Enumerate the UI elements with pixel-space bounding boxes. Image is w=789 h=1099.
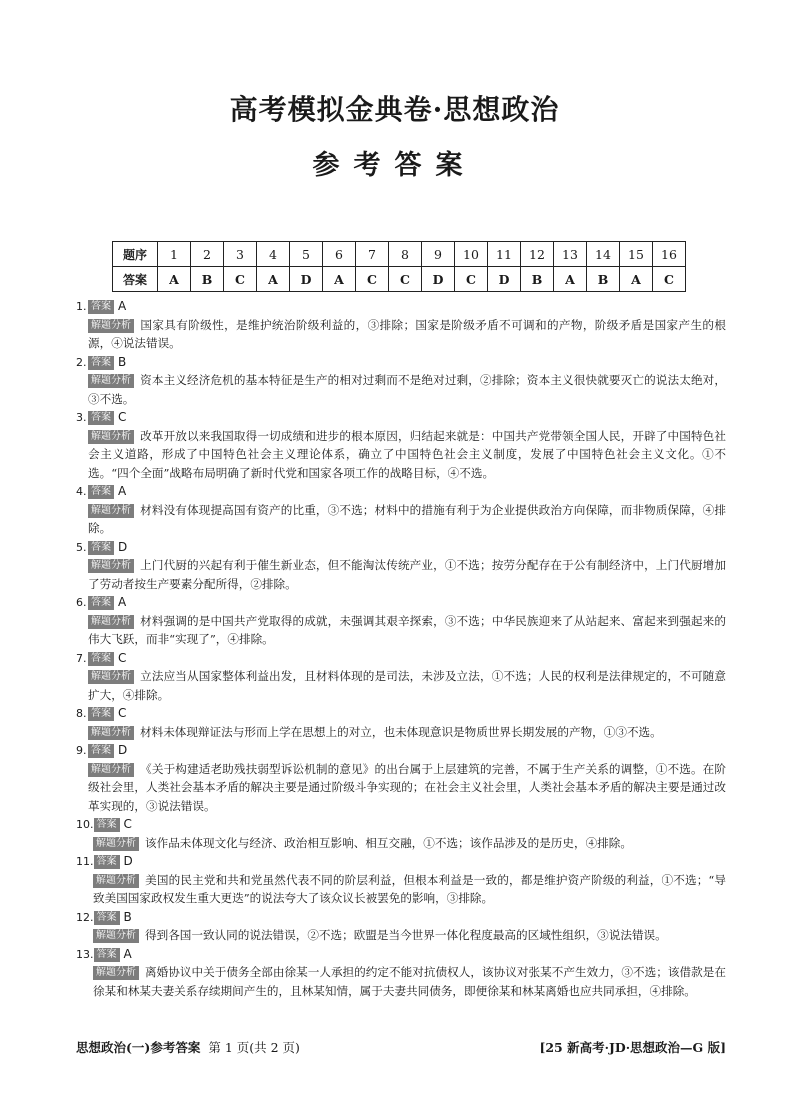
answer-line <box>76 353 726 372</box>
answer-letter: C <box>118 650 127 665</box>
question-number-cell: 16 <box>653 242 686 267</box>
item-number: 2. <box>76 355 87 369</box>
analysis-tag: 解题分析 <box>88 430 134 444</box>
analysis-text: 立法应当从国家整体利益出发，且材料体现的是司法，未涉及立法，①不选；人民的权利是法律规定的，不可随意扩大，④排除。 <box>88 669 726 702</box>
analysis-text: 得到各国一致认同的说法错误，②不选；欧盟是当今世界一体化程度最高的区域性组织，③说法错误。 <box>145 928 667 942</box>
analysis-text: 该作品未体现文化与经济、政治相互影响、相互交融，①不选；该作品涉及的是历史，④排除。 <box>145 835 632 850</box>
answer-table-number-row <box>113 242 686 267</box>
analysis-text: 上门代厨的兴起有利于催生新业态，但不能淘汰传统产业，①不选；按劳分配存在于公有制经济中，上门代厨增加了劳动者按生产要素分配所得，②排除。 <box>88 558 726 591</box>
answer-item <box>76 704 726 741</box>
analysis-text: 资本主义经济危机的基本特征是生产的相对过剩而不是绝对过剩，②排除；资本主义很快就要灭亡的说法太绝对，③不选。 <box>88 373 726 406</box>
answer-line <box>76 538 726 557</box>
question-number-cell: 1 <box>158 242 191 267</box>
item-number: 11. <box>76 855 94 868</box>
analysis-paragraph <box>76 723 726 742</box>
answer-line <box>76 482 726 501</box>
analysis-text: 美国的民主党和共和党虽然代表不同的阶层利益，但根本利益是一致的，都是维护资产阶级的利益，①不选；“导致美国国家政权发生重大更迭”的说法夸大了该众议长被罢免的影响，③排除。 <box>93 872 726 905</box>
analysis-paragraph <box>76 667 726 704</box>
page-title: 高考模拟金典卷·思想政治 <box>229 93 560 126</box>
answer-line <box>76 649 726 668</box>
analysis-text: 材料强调的是中国共产党取得的成就，未强调其艰辛探索，③不选；中华民族迎来了从站起来、富起来到强起来的伟大飞跃，而非“实现了”，④排除。 <box>88 613 726 646</box>
item-number: 10. <box>76 818 94 831</box>
question-number-cell: 12 <box>521 242 554 267</box>
analysis-paragraph <box>76 926 726 945</box>
page-subtitle: 参考答案 <box>312 150 477 181</box>
item-number: 12. <box>76 910 94 924</box>
analysis-paragraph <box>76 316 726 353</box>
question-number-cell: 13 <box>554 242 587 267</box>
analysis-tag: 解题分析 <box>88 763 134 777</box>
question-number-cell: 7 <box>356 242 389 267</box>
analysis-tag: 解题分析 <box>88 319 134 333</box>
question-number-cell: 8 <box>389 242 422 267</box>
item-number: 1. <box>76 300 87 313</box>
answer-line <box>76 593 726 612</box>
answer-letter: B <box>118 354 127 369</box>
answer-tag: 答案 <box>88 596 114 610</box>
answer-line <box>76 852 726 871</box>
answer-cell: A <box>158 267 191 292</box>
answer-tag: 答案 <box>94 948 120 962</box>
answer-cell: B <box>521 267 554 292</box>
answer-item <box>76 593 726 649</box>
answer-letter: C <box>123 817 132 831</box>
answer-tag: 答案 <box>88 744 114 758</box>
analysis-text: 离婚协议中关于债务全部由徐某一人承担的约定不能对抗债权人，该协议对张某不产生效力，③不选；该借款是在徐某和林某夫妻关系存续期间产生的，且林某知情，属于夫妻共同债务，即便徐某和林某离婚也应共同承担，④排除。 <box>93 965 726 998</box>
analysis-tag: 解题分析 <box>93 837 139 851</box>
answer-cell: A <box>554 267 587 292</box>
question-number-cell: 4 <box>257 242 290 267</box>
analysis-tag: 解题分析 <box>88 670 134 684</box>
analysis-text: 改革开放以来我国取得一切成绩和进步的根本原因，归结起来就是：中国共产党带领全国人民，开辟了中国特色社会主义道路，形成了中国特色社会主义理论体系，确立了中国特色社会主义制度，发展了中国特色社会主义文化。①不选。“四个全面”战略布局明确了新时代党和国家各项工作的战略目标，④不选。 <box>88 428 726 480</box>
analysis-paragraph <box>76 371 726 408</box>
analysis-tag: 解题分析 <box>88 374 134 388</box>
answer-letter: C <box>118 410 127 424</box>
analysis-paragraph <box>76 427 726 483</box>
answer-cell: C <box>389 267 422 292</box>
question-number-cell: 2 <box>191 242 224 267</box>
analysis-paragraph <box>76 556 726 593</box>
answer-line <box>76 945 726 964</box>
answer-table <box>112 241 686 292</box>
answer-list <box>76 297 726 1000</box>
answer-line <box>76 908 726 927</box>
answer-cell: A <box>257 267 290 292</box>
item-number: 3. <box>76 411 87 424</box>
question-number-cell: 5 <box>290 242 323 267</box>
item-number: 7. <box>76 651 87 665</box>
answer-row-label: 答案 <box>113 267 158 292</box>
answer-cell: C <box>356 267 389 292</box>
question-number-cell: 9 <box>422 242 455 267</box>
item-number: 13. <box>76 947 94 961</box>
answer-item <box>76 353 726 409</box>
footer-doc-name: 思想政治(一)参考答案 <box>76 1040 201 1055</box>
answer-letter: A <box>118 595 127 609</box>
answer-cell: B <box>587 267 620 292</box>
answer-cell: C <box>455 267 488 292</box>
answer-letter: D <box>123 854 133 868</box>
answer-item <box>76 852 726 908</box>
answer-cell: C <box>653 267 686 292</box>
answer-item <box>76 482 726 538</box>
answer-cell: A <box>620 267 653 292</box>
answer-letter: A <box>123 946 132 961</box>
answer-item <box>76 297 726 353</box>
analysis-text: 国家具有阶级性，是维护统治阶级利益的，③排除；国家是阶级矛盾不可调和的产物，阶级矛盾是国家产生的根源，④说法错误。 <box>88 317 726 350</box>
item-number: 4. <box>76 485 87 498</box>
analysis-paragraph <box>76 963 726 1000</box>
answer-item <box>76 741 726 815</box>
answer-tag: 答案 <box>88 300 114 314</box>
answer-item <box>76 945 726 1001</box>
answer-item <box>76 815 726 852</box>
answer-cell: D <box>422 267 455 292</box>
answer-line <box>76 741 726 760</box>
answer-item <box>76 649 726 705</box>
answer-tag: 答案 <box>94 818 120 832</box>
answer-cell: C <box>224 267 257 292</box>
answer-item <box>76 408 726 482</box>
item-number: 6. <box>76 596 87 609</box>
answer-letter: B <box>123 909 132 924</box>
answer-table-answer-row <box>113 267 686 292</box>
answer-line <box>76 815 726 834</box>
analysis-text: 《关于构建适老助残扶弱型诉讼机制的意见》的出台属于上层建筑的完善，不属于生产关系的调整，①不选。在阶级社会里，人类社会基本矛盾的解决主要是通过阶级斗争实现的；在社会主义社会里，人类社会基本矛盾的解决主要是通过改革实现的，③说法错误。 <box>88 761 726 813</box>
analysis-paragraph <box>76 834 726 853</box>
footer-left <box>76 1038 300 1056</box>
item-number: 8. <box>76 707 87 720</box>
answer-tag: 答案 <box>88 707 114 721</box>
answer-line <box>76 408 726 427</box>
answer-letter: A <box>118 484 127 498</box>
question-number-cell: 10 <box>455 242 488 267</box>
item-number: 9. <box>76 744 87 757</box>
question-number-cell: 14 <box>587 242 620 267</box>
answer-item <box>76 538 726 594</box>
footer-edition: [25 新高考·JD·思想政治—G 版] <box>539 1040 726 1055</box>
answer-tag: 答案 <box>88 485 114 499</box>
analysis-tag: 解题分析 <box>88 726 134 740</box>
analysis-text: 材料没有体现提高国有资产的比重，③不选；材料中的措施有利于为企业提供政治方向保障，而非物质保障，④排除。 <box>88 502 726 535</box>
analysis-tag: 解题分析 <box>93 929 139 943</box>
question-number-cell: 6 <box>323 242 356 267</box>
analysis-tag: 解题分析 <box>88 504 134 518</box>
answer-tag: 答案 <box>88 541 114 555</box>
analysis-tag: 解题分析 <box>88 559 134 573</box>
footer-page-number: 第 1 页(共 2 页) <box>208 1040 300 1055</box>
question-number-cell: 15 <box>620 242 653 267</box>
answer-cell: B <box>191 267 224 292</box>
question-number-cell: 11 <box>488 242 521 267</box>
analysis-tag: 解题分析 <box>88 615 134 629</box>
analysis-text: 材料未体现辩证法与形而上学在思想上的对立，也未体现意识是物质世界长期发展的产物，①③不选。 <box>140 724 662 739</box>
answer-letter: A <box>118 299 127 313</box>
analysis-paragraph <box>76 760 726 816</box>
analysis-paragraph <box>76 501 726 538</box>
number-row-label: 题序 <box>113 242 158 267</box>
analysis-paragraph <box>76 612 726 649</box>
item-number: 5. <box>76 540 87 554</box>
answer-tag: 答案 <box>94 911 120 925</box>
answer-letter: D <box>118 539 128 554</box>
answer-tag: 答案 <box>88 356 114 370</box>
answer-tag: 答案 <box>88 411 114 425</box>
answer-item <box>76 908 726 945</box>
answer-letter: D <box>118 743 128 757</box>
answer-letter: C <box>118 706 127 720</box>
answer-line <box>76 297 726 316</box>
answer-cell: D <box>290 267 323 292</box>
question-number-cell: 3 <box>224 242 257 267</box>
answer-cell: D <box>488 267 521 292</box>
answer-tag: 答案 <box>88 652 114 666</box>
analysis-tag: 解题分析 <box>93 874 139 888</box>
answer-tag: 答案 <box>94 855 120 869</box>
analysis-paragraph <box>76 871 726 908</box>
answer-cell: A <box>323 267 356 292</box>
answer-line <box>76 704 726 723</box>
analysis-tag: 解题分析 <box>93 966 139 980</box>
